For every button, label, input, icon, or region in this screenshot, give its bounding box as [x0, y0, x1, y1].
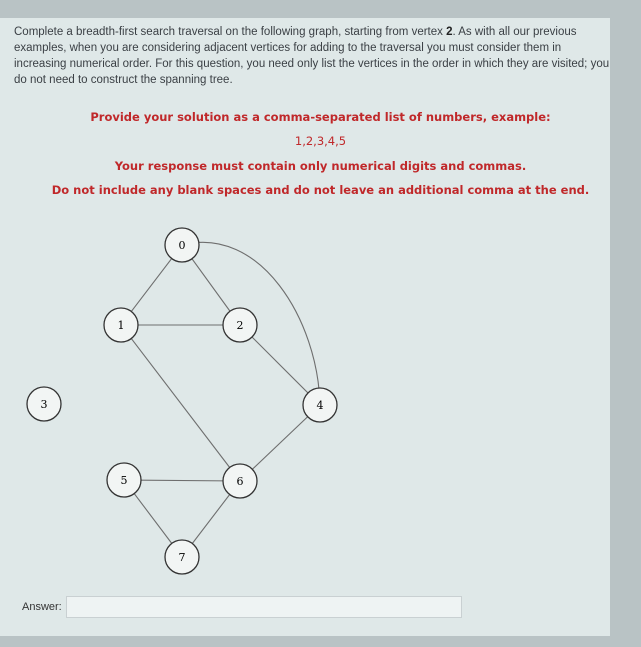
answer-label: Answer: [22, 601, 62, 613]
node-0-label: 0 [178, 239, 186, 252]
node-4 [303, 388, 337, 422]
node-3 [27, 387, 61, 421]
graph-diagram [0, 225, 641, 585]
node-2-label: 2 [236, 319, 244, 332]
node-2 [223, 308, 257, 342]
node-1 [104, 308, 138, 342]
edge-1-6 [121, 325, 240, 481]
instruction-no-spaces: Do not include any blank spaces and do not leave an additional comma at the end. [51, 183, 590, 197]
node-5-label: 5 [120, 474, 128, 487]
node-3-label: 3 [40, 398, 48, 411]
node-6-label: 6 [236, 475, 244, 488]
question-text-part2: . As with all our previous examples, when you are considering adjacent vertices for adding to the traversal you must consider them in increasing numerical order. For this question, you need only list the vertices in the order in which they are visited; you do not need to construct the spanning tree. [14, 26, 610, 86]
start-vertex: 2 [446, 26, 453, 38]
node-6 [223, 464, 257, 498]
question-text [14, 24, 614, 88]
node-5 [107, 463, 141, 497]
node-4-label: 4 [316, 399, 324, 412]
instruction-digits-only: Your response must contain only numerical digits and commas. [114, 159, 527, 173]
instruction-format: Provide your solution as a comma-separated list of numbers, example: [90, 110, 551, 124]
question-text-part1: Complete a breadth-first search traversal on the following graph, starting from vertex [14, 26, 447, 38]
answer-input[interactable] [66, 596, 462, 618]
node-7-label: 7 [178, 551, 186, 564]
graph-edges [121, 242, 320, 557]
node-1-label: 1 [117, 319, 125, 332]
node-0 [165, 228, 199, 262]
instruction-example: 1,2,3,4,5 [294, 134, 347, 148]
node-7 [165, 540, 199, 574]
